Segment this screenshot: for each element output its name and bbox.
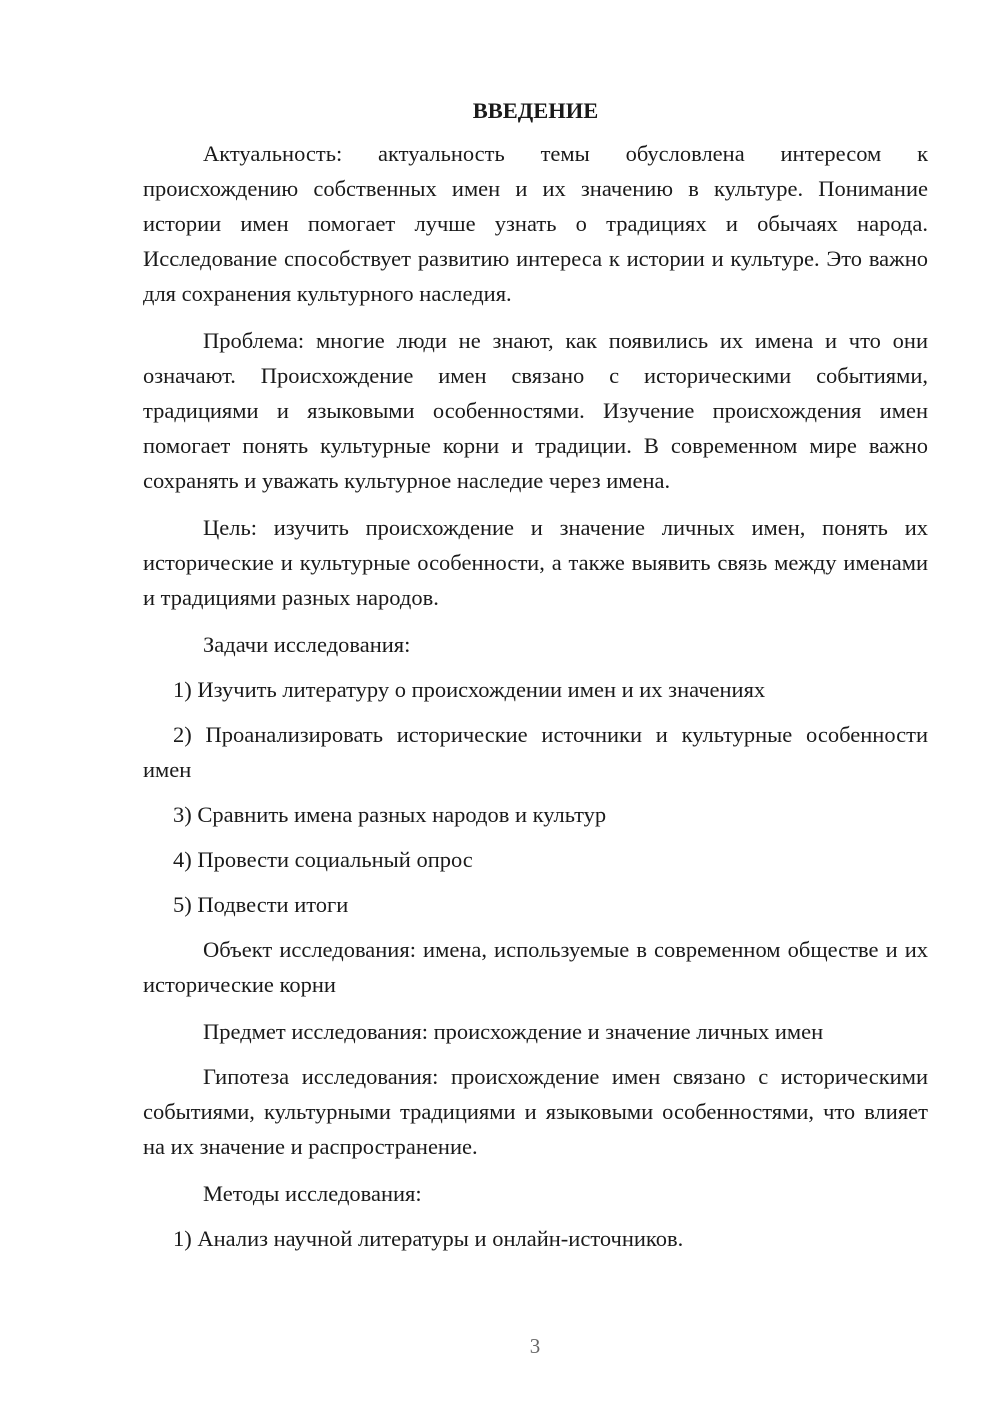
section-heading: ВВЕДЕНИЕ xyxy=(472,98,599,123)
relevance-paragraph: Актуальность: актуальность темы обусловлена интересом к происхождению собственных имен и их значению в культуре. Понимание истории имен помогает лучше узнать о традициях и обычаях народа. Исследование способствует развитию интереса к истории и культуре. Это важно для сохранения культурного наследия. xyxy=(143,141,928,306)
problem-paragraph: Проблема: многие люди не знают, как появились их имена и что они означают. Происхождение имен связано с историческими событиями, традициями и языковыми особенностями. Изучение происхождения имен помогает понять культурные корни и традиции. В современном мире важно сохранять и уважать культурное наследие через имена. xyxy=(143,328,928,493)
hypothesis-paragraph: Гипотеза исследования: происхождение имен связано с историческими событиями, культурными традициями и языковыми особенностями, что влияет на их значение и распространение. xyxy=(143,1064,928,1159)
object-paragraph: Объект исследования: имена, используемые в современном обществе и их исторические корни xyxy=(143,937,928,997)
task-item: 4) Провести социальный опрос xyxy=(173,847,473,872)
task-item: 2) Проанализировать исторические источники и культурные особенности имен xyxy=(143,722,928,782)
methods-title: Методы исследования: xyxy=(203,1181,422,1206)
goal-paragraph: Цель: изучить происхождение и значение личных имен, понять их исторические и культурные особенности, а также выявить связь между именами и традициями разных народов. xyxy=(143,515,928,610)
task-item: 5) Подвести итоги xyxy=(173,892,349,917)
task-item: 1) Изучить литературу о происхождении имен и их значениях xyxy=(173,677,766,702)
page-number: 3 xyxy=(529,1334,541,1358)
tasks-title: Задачи исследования: xyxy=(203,632,411,657)
method-item: 1) Анализ научной литературы и онлайн-источников. xyxy=(173,1226,684,1251)
task-item: 3) Сравнить имена разных народов и культур xyxy=(173,802,607,827)
document-page xyxy=(143,96,928,1266)
subject-paragraph: Предмет исследования: происхождение и значение личных имен xyxy=(203,1019,824,1044)
